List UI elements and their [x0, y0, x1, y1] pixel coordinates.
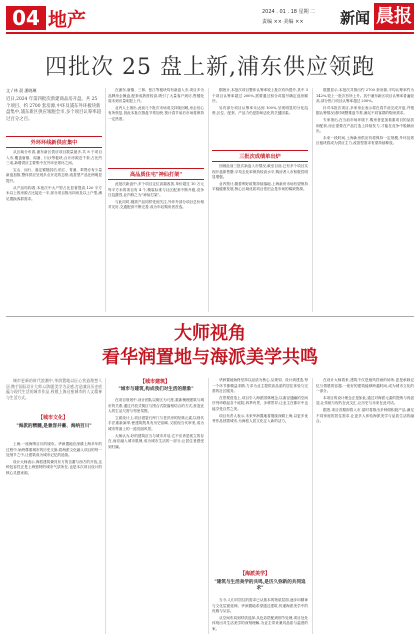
paragraph: 项目负责人表示,未来华润置地将继续深耕上海,以更多优秀作品回馈城市,为海派人居文化注入新的活力。 [212, 413, 308, 424]
section-number: 04 [6, 6, 46, 30]
column-rule [312, 88, 313, 312]
story2-headline-line2: 看华润置地与海派美学共鸣 [102, 347, 318, 368]
paragraph: 本项目的设计理念正是如此,通过对海派元素的提炼与再创造,让传统与现代在此交汇,让历史与未来在此对话。 [316, 395, 414, 406]
paragraph: 此批次新盘中,多个项目定位高端改善,单价超过 10 万元每平方米的项目有 4 个,精装标准与社区配套不断升级,竞争日趋激烈,业内称之为"神仙打架"。 [108, 182, 204, 198]
story2-col2 [108, 398, 204, 634]
paragraph: 业内预计,随着利好政策持续落地,上海新房市场有望保持平稳健康发展,核心区域优质项目依旧会是市场的稀缺资源。 [212, 181, 308, 192]
paragraph: 专家指出,在当前市场环境下,购房者更加看重项目的品质和配套,房企需要在产品打造上持续发力,才能在竞争中脱颖而出。 [316, 117, 414, 134]
paragraph: 据统计,本批次项目整体认筹率较上批次有所提升,其中 3 个项目认筹率超过 200%,需要通过积分或摇号确定选房顺序。 [212, 88, 308, 104]
paragraph: 未来一段时间,上海新房供应仍将保持一定规模,外环及郊区板块将成为供应主力,改善型需求有望持续释放。 [316, 135, 414, 146]
paragraph: 从产品结构看,本批次中大户型占比显著提高,120 平方米以上的房源占比接近一半,部分项目推出四房及以上户型,满足置换客群需求。 [6, 185, 102, 201]
paragraph: 当今,人们对居住的需求已从基本的物质层面,逐步向精神与文化层面延伸。华润置地希望通过建筑,传递海派美学中的优雅与从容。 [212, 598, 308, 614]
header-divider [6, 32, 414, 34]
story1-col2b [108, 182, 204, 312]
paragraph: 城市更新的时代浪潮中,华润置地以匠心营造理想人居,携手国际设计大师,以海派美学为灵感,打造兼具历史底蕴与现代生活的城市作品,致敬上海这座城市的人文精神与生活方式。 [6, 378, 102, 400]
story1-col3b [212, 164, 308, 312]
story2-lede [6, 378, 102, 412]
story2-col3 [212, 378, 308, 568]
story2-headline-line1: 大师视角 [174, 323, 246, 344]
story2-sub2-title: "城市与建筑,构成我们对生活的想象" [118, 387, 194, 392]
paragraph: 从空间布局到材质选择,从色彩搭配到细节处理,项目处处体现出对生活美学的深刻理解,为业主带来兼具品质与温度的家。 [212, 615, 308, 631]
paragraph: 与此同时,刚需产品同样受到关注,外环外部分项目总价相对友好,交通配套不断完善,成为年轻购房者首选。 [108, 199, 204, 210]
story2-col5 [316, 378, 414, 634]
paragraph: 数据显示,本批次共推出约 2700 套房源,平均认筹率约为 142%,较上一批次有所上升。其中浦东新区项目认筹率普遍较高,部分热门项目认筹率超过 250%。 [316, 88, 414, 104]
story2-sub3-title: "建筑与生活美学的共鸣,是历久弥新的共同追求" [214, 580, 306, 591]
paragraph: 大师认为,好的建筑应当与城市对话,它不应该是孤立的存在,而应融入城市肌理,成为城市生活的一部分,让居住者感受到归属。 [108, 433, 204, 449]
column-rule [208, 88, 209, 312]
story1-col1 [6, 150, 102, 312]
column-rule [208, 378, 209, 634]
paragraph: 针对本批次项目,多家房企表示将在春节前完成开盘,并根据认筹情况适时调整推盘节奏,满足不同客群的购房需求。 [316, 105, 414, 116]
story2-sub1-title: "海派的精髓,是兼容并蓄、海纳百川" [16, 424, 92, 429]
editor-line: 责编 ×× 美编 ×× [262, 19, 304, 25]
paragraph: 据悉,项目首期即将入市,届时将推出多种面积段产品,满足不同家庭的居住需求,让更多人体验海派美学与品质生活的融合。 [316, 407, 414, 424]
story2-sub1: 【城市文化】 [38, 415, 69, 421]
paragraph: 在项目规划中,设计团队以街区为尺度,重新梳理建筑与城市的关系,通过开放式街区与围合式院落相结合的方式,营造宜人的生活尺度与邻里氛围。 [108, 398, 204, 414]
column-rule [105, 88, 106, 312]
column-rule [105, 378, 106, 634]
column-rule [312, 378, 313, 634]
story1-headline: 四批次 25 盘上新,浦东供应领跑 [45, 55, 375, 80]
paragraph: 华润置地始终坚持以品质为核心,从规划、设计到建造,每一个环节都精益求精,力求为业主提供高品质的居住体验与完善的社区服务。 [212, 378, 308, 394]
story-divider [6, 316, 414, 317]
logo-right: 晨报 [374, 3, 414, 30]
paragraph: 在浦东,唐镇、三林、张江等板块均有新盘入市,项目多为品牌房企操盘,配套成熟度较高,吸引了大量客户到访,售楼处周末到访量明显上升。 [108, 88, 204, 104]
paragraph: 另有部分项目认筹率未达到 100%,呈现明显的分化趋势,区位、配套、产品力仍是影响去化的关键因素。 [212, 105, 308, 116]
paragraph: 从区域分布看,浦东新区供应项目数量最多,共 8 个项目入市,覆盖唐镇、周浦、川沙等板块,合计房源近千套,占比约三成,新增供应主要集中在外环至郊环之间。 [6, 150, 102, 166]
story1-col4 [316, 88, 414, 312]
paragraph: 立面设计上,项目借鉴石库门与老洋房的经典元素,以现代手法重新演绎,使建筑既具有历史韵味,又展现当代审美,成为城市界面上的一道亮丽风景。 [108, 415, 204, 431]
story2-col1 [6, 442, 102, 634]
newspaper-logo [340, 3, 416, 30]
story2-col4 [212, 598, 308, 634]
paragraph: 回顾此前三批次新盘入市情况,截至目前,已有多个项目实现开盘即售罄,平均去化率保持较高水平,购房者入市积极性明显增强。 [212, 164, 308, 180]
story1-lede: 近日,2024 年第四批次新建商品房开盘。共 25 个项目、约 2700 套房源,中环及浦东外环板块新盘集中,浦东新区供应领跑全市,多个项目认筹率超过百分之百。 [6, 97, 101, 122]
story1-col2 [108, 88, 204, 168]
story1-byline: 文 / 林 晨 潘晓琳 [6, 88, 37, 93]
story2-sub3: 【海派美学】 [240, 571, 271, 577]
story1-col2-subhead: 高品质住宅"神仙打架" [108, 168, 204, 180]
story1-col3 [212, 88, 308, 148]
paragraph: 宝山、闵行、嘉定紧随其后,松江、青浦、奉贤亦有少量新盘加推,整体供应呈现多点开花的态势,改善型产品比例明显提升。 [6, 167, 102, 183]
paragraph: 上海,一座海纳百川的城市。华润置地在深耕上海多年的过程中,始终尊重城市的历史文脉,将海派文化融入项目的每一处细节之中,让建筑成为城市记忆的延续。 [6, 442, 102, 458]
paragraph: 业内人士指出,此前几个批次市场成交持续回暖,房企信心有所恢复,因此本批次推盘节奏加快,预计春节前后市场将保持一定热度。 [108, 105, 204, 121]
story2-sub2: 【城市建筑】 [140, 379, 171, 385]
story1-col3-subhead: 三批次成绩单出炉 [212, 150, 308, 162]
paragraph: 设计大师表示,海派建筑兼具东方的含蓄与西方的开放,这种包容性正是上海独特的城市气质所在,也是本次项目设计的核心灵感来源。 [6, 459, 102, 475]
story1-col1-subhead: 外环环线新供应集中 [6, 136, 102, 148]
paragraph: 在设计大师看来,建筑不仅是遮风挡雨的场所,更是承载记忆与情感的容器,一座好的建筑能够跨越时间,成为城市文化的一部分。 [316, 378, 414, 394]
logo-left: 新闻 [340, 9, 371, 27]
paragraph: 在景观营造上,项目引入海派园林理念,以曲径通幽的空间序列串联起各个庭院,四季有景、步移景异,让业主在都市中也能享受自然之美。 [212, 395, 308, 411]
story2-headline [0, 322, 420, 370]
masthead [0, 0, 420, 38]
date-line: 2024 . 01 . 18 星期 二 [262, 9, 316, 15]
section-name: 地产 [48, 9, 87, 31]
